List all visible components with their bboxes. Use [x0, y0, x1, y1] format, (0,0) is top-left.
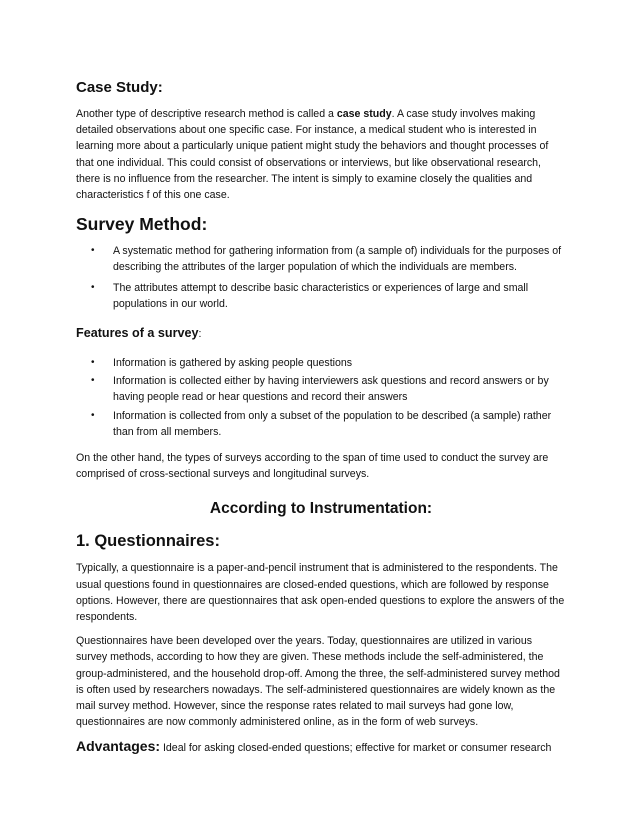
advantages-line — [76, 738, 566, 756]
case-study-bold-term: case study — [336, 108, 392, 120]
questionnaires-heading: 1. Questionnaires: — [76, 532, 220, 551]
bullet-icon: • — [91, 409, 95, 421]
list-item — [76, 355, 566, 371]
case-study-text-end: . A case study involves making detailed observations about one specific case. For instance, a medical student who is interested in learning more about a particularly unique patient might study the behaviors and thought processes of that one individual. This could consist of observations or interviews, but like observational research, there is no influence from the researcher. The intent is simply to examine closely the qualities and characteristics f of this one case. — [76, 108, 549, 202]
bullet-icon: • — [91, 357, 95, 369]
list-item-text: The attributes attempt to describe basic characteristics or experiences of large and small populations in our world. — [113, 281, 529, 310]
questionnaires-paragraph-2: Questionnaires have been developed over the years. Today, questionnaires are utilized in various survey methods, according to how they are given. These methods include the self-administered, the group-administered, and the household drop-off. Among the three, the self-administered survey method is often used by researchers nowadays. The self-administered questionnaires are widely known as the mail survey method. However, since the response rates related to mail surveys had gone low, questionnaires are now commonly administered online, as in the form of web surveys. — [76, 635, 560, 729]
survey-method-list — [76, 243, 566, 312]
features-heading-colon: : — [198, 328, 202, 341]
questionnaires-paragraph-1: Typically, a questionnaire is a paper-and-pencil instrument that is administered to the respondents. The usual questions found in questionnaires are closed-ended questions, which are followed by response options. However, there are questionnaires that ask open-ended questions to explore the answers of the respondents. — [76, 562, 565, 624]
features-list — [76, 355, 566, 440]
list-item — [76, 243, 566, 275]
case-study-paragraph — [76, 106, 566, 203]
bullet-icon: • — [91, 375, 95, 387]
list-item-text: Information is collected from only a subset of the population to be described (a sample) rather than from all members. — [113, 409, 552, 438]
features-heading-text: Features of a survey — [76, 326, 199, 341]
list-item-text: A systematic method for gathering information from (a sample of) individuals for the purposes of describing the attributes of the larger population of which the individuals are members. — [113, 245, 562, 274]
list-item — [76, 373, 566, 405]
case-study-heading: Case Study: — [76, 79, 163, 96]
list-item-text: Information is collected either by having interviewers ask questions and record answers or by having people read or hear questions and record their answers — [113, 375, 549, 404]
survey-method-heading: Survey Method: — [76, 214, 208, 235]
list-item — [76, 408, 566, 440]
case-study-text-start: Another type of descriptive research method is called a — [76, 108, 337, 120]
instrumentation-heading: According to Instrumentation: — [209, 500, 433, 518]
advantages-label: Advantages: — [76, 738, 161, 755]
list-item-text: Information is gathered by asking people questions — [113, 357, 353, 370]
advantages-text: Ideal for asking closed-ended questions; effective for market or consumer research — [160, 742, 552, 755]
bullet-icon: • — [91, 245, 95, 257]
bullet-icon: • — [91, 281, 95, 293]
features-heading — [76, 324, 566, 343]
list-item — [76, 280, 566, 312]
survey-types-paragraph: On the other hand, the types of surveys according to the span of time used to conduct the survey are comprised of cross-sectional surveys and longitudinal surveys. — [76, 452, 549, 481]
